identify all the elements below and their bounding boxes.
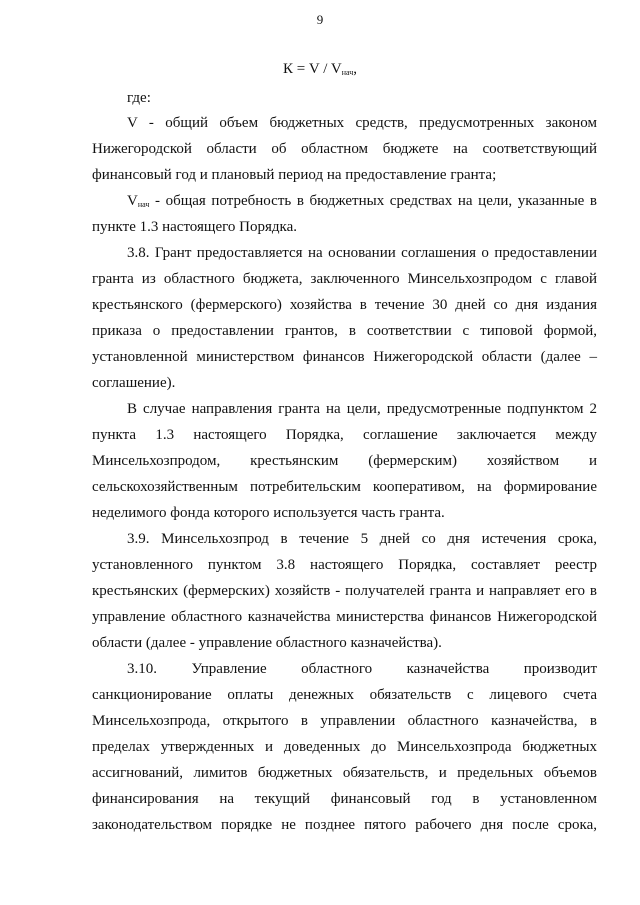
page-number: 9 bbox=[316, 12, 324, 27]
formula-tail: , bbox=[353, 61, 358, 77]
definition-v-text: V - общий объем бюджетных средств, предусмотренных законом Нижегородской области об областном бюджете на соответствующий финансовый год и плановый период на предоставление гранта; bbox=[92, 115, 597, 183]
definition-vnach-subscript: нач bbox=[137, 200, 150, 209]
paragraph-3-8 bbox=[92, 240, 597, 396]
definition-v bbox=[92, 110, 597, 188]
paragraph-3-9-text: 3.9. Минсельхозпрод в течение 5 дней со дня истечения срока, установленного пунктом 3.8 настоящего Порядка, составляет реестр крестьянских (фермерских) хозяйств - получателей гранта и направляет его в управление областного казначейства министерства финансов Нижегородской области (далее - управление областного казначейства). bbox=[92, 531, 597, 651]
paragraph-case-text: В случае направления гранта на цели, предусмотренные подпунктом 2 пункта 1.3 настоящего Порядка, соглашение заключается между Минсельхозпродом, крестьянским (фермерским) хозяйством и сельскохозяйственным потребительским кооперативом, на формирование неделимого фонда которого используется часть гранта. bbox=[92, 401, 597, 521]
paragraph-3-10-text: 3.10. Управление областного казначейства производит санкционирование оплаты денежных обязательств с лицевого счета Минсельхозпрода, открытого в управлении областного казначейства, в пределах утвержденных и доведенных до Минсельхозпрода бюджетных ассигнований, лимитов бюджетных обязательств, и предельных объемов финансирования на текущий финансовый год в установленном законодательством порядке не позднее пятого рабочего дня после срока, bbox=[92, 661, 597, 833]
formula-subscript: нач bbox=[341, 68, 354, 77]
paragraph-case bbox=[92, 396, 597, 526]
formula-lhs: К = V / V bbox=[282, 61, 342, 77]
definition-vnach-text bbox=[92, 188, 597, 240]
paragraph-3-9 bbox=[92, 526, 597, 656]
definition-vnach bbox=[92, 188, 597, 240]
definition-vnach-body: - общая потребность в бюджетных средствах на цели, указанные в пункте 1.3 настоящего Порядка. bbox=[92, 193, 597, 235]
formula bbox=[0, 61, 640, 78]
paragraph-3-8-text: 3.8. Грант предоставляется на основании соглашения о предоставлении гранта из областного бюджета, заключенного Минсельхозпродом с главой крестьянского (фермерского) хозяйства в течение 30 дней со дня издания приказа о предоставлении грантов, в соответствии с типовой формой, установленной министерством финансов Нижегородской области (далее – соглашение). bbox=[92, 245, 597, 391]
where-label: где: bbox=[127, 90, 151, 106]
definition-vnach-symbol: V bbox=[127, 193, 138, 209]
paragraph-3-10 bbox=[92, 656, 597, 838]
